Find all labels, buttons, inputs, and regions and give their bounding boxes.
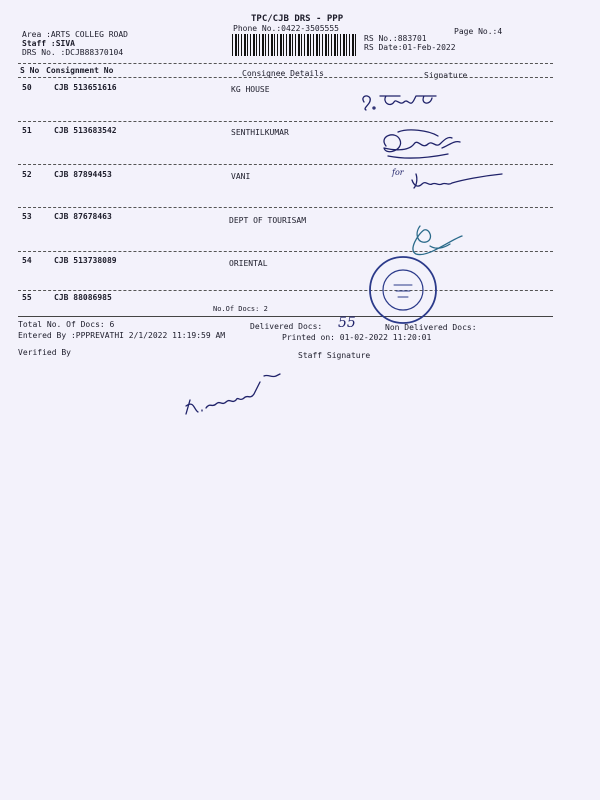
row-consignee: KG HOUSE	[231, 85, 270, 94]
phone-number: Phone No.:0422-3505555	[233, 24, 339, 33]
row-divider	[18, 290, 553, 291]
total-docs: Total No. Of Docs: 6	[18, 320, 115, 329]
rs-date: RS Date:01-Feb-2022	[364, 43, 456, 52]
col-signature: Signature	[424, 71, 468, 80]
verifier-signature	[180, 364, 300, 416]
row-consignee: VANI	[231, 172, 251, 181]
signature-row-51	[378, 126, 468, 162]
col-sno: S No	[20, 66, 40, 75]
row-divider	[18, 251, 553, 252]
row-divider	[18, 121, 553, 122]
col-consignment: Consignment No	[46, 66, 114, 75]
drs-number: DRS No. :DCJB88370104	[22, 48, 124, 57]
row-consignment: CJB 87678463	[54, 212, 112, 221]
row-divider	[18, 207, 553, 208]
document-title: TPC/CJB DRS - PPP	[251, 14, 344, 24]
entered-by: Entered By :PPPREVATHI 2/1/2022 11:19:59 AM	[18, 331, 226, 340]
signature-row-50	[360, 88, 440, 116]
rs-number: RS No.:883701	[364, 34, 427, 43]
divider	[18, 63, 553, 64]
delivered-docs: Delivered Docs:	[250, 322, 323, 331]
row-consignment: CJB 87894453	[54, 170, 112, 179]
row-sno: 53	[22, 212, 32, 221]
company-stamp	[360, 255, 446, 325]
row-consignment: CJB 513738089	[54, 256, 117, 265]
area-label: Area :ARTS COLLEG ROAD	[22, 30, 128, 39]
row-consignment: CJB 513683542	[54, 126, 117, 135]
printed-on: Printed on: 01-02-2022 11:20:01	[282, 333, 432, 342]
row-sno: 52	[22, 170, 32, 179]
row-sno: 55	[22, 293, 32, 302]
verified-by: Verified By	[18, 348, 71, 357]
col-consignee: Consignee Details	[242, 69, 324, 78]
staff-label: Staff :SIVA	[22, 39, 75, 48]
divider	[18, 77, 553, 78]
staff-signature-label: Staff Signature	[298, 351, 371, 360]
signature-for-label: for	[392, 168, 404, 177]
row-consignee: DEPT OF TOURISAM	[229, 216, 307, 225]
non-delivered-docs: Non Delivered Docs:	[385, 323, 477, 332]
page-number: Page No.:4	[454, 27, 503, 36]
row-divider	[18, 164, 553, 165]
row-sno: 51	[22, 126, 32, 135]
row-sno: 54	[22, 256, 32, 265]
divider	[18, 316, 553, 317]
row-consignment: CJB 88086985	[54, 293, 112, 302]
delivered-count-handwritten: 55	[338, 315, 356, 331]
barcode	[232, 34, 357, 56]
row-consignment: CJB 513651616	[54, 83, 117, 92]
row-consignee: SENTHILKUMAR	[231, 128, 289, 137]
no-of-docs: No.Of Docs: 2	[213, 305, 268, 313]
row-sno: 50	[22, 83, 32, 92]
signature-row-52	[392, 168, 504, 194]
row-consignee: ORIENTAL	[229, 259, 268, 268]
